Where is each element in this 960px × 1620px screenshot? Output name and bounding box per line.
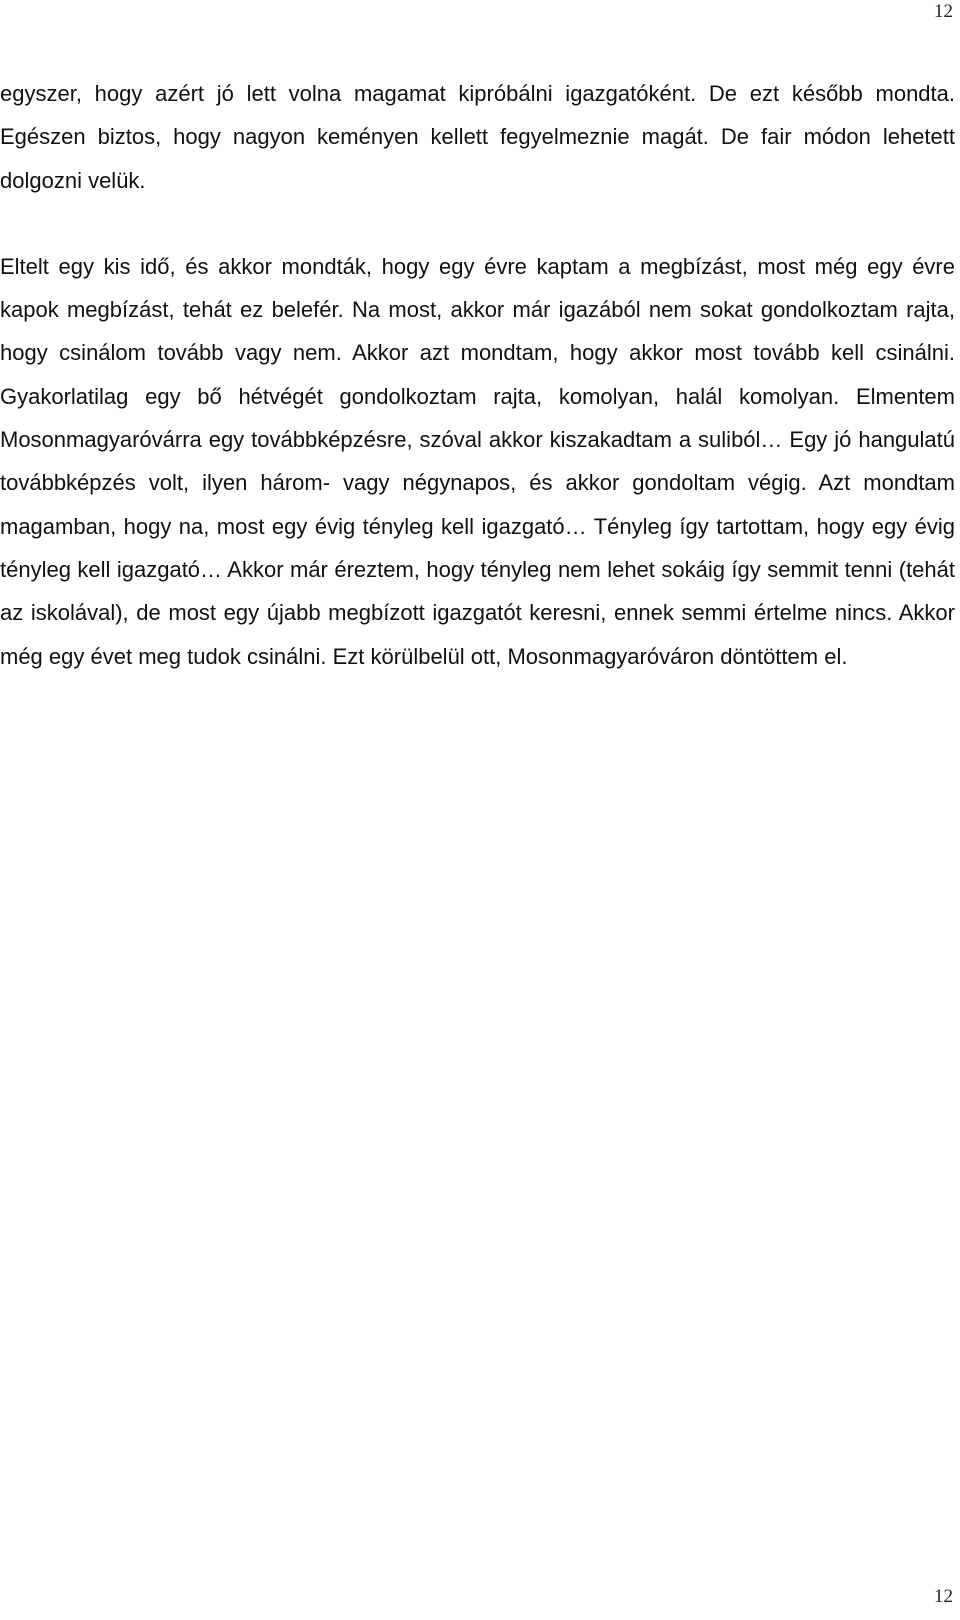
paragraph-1: egyszer, hogy azért jó lett volna magamat kipróbálni igazgatóként. De ezt később mondta. Egészen biztos, hogy nagyon keményen kellett fegyelmeznie magát. De fair módon lehetett dolgozni velük. (0, 81, 955, 193)
header-page-number: 12 (934, 1, 953, 22)
footer-page-number: 12 (934, 1586, 953, 1607)
paragraph-2: Eltelt egy kis idő, és akkor mondták, hogy egy évre kaptam a megbízást, most még egy évre kapok megbízást, tehát ez belefér. Na most, akkor már igazából nem sokat gondolkoztam rajta, hogy csinálom tovább vagy nem. Akkor azt mondtam, hogy akkor most tovább kell csinálni. Gyakorlatilag egy bő hétvégét gondolkoztam rajta, komolyan, halál komolyan. Elmentem Mosonmagyaróvárra egy továbbképzésre, szóval akkor kiszakadtam a suliból… Egy jó hangulatú továbbképzés volt, ilyen három- vagy négynapos, és akkor gondoltam végig. Azt mondtam magamban, hogy na, most egy évig tényleg kell igazgató… Tényleg így tartottam, hogy egy évig tényleg kell igazgató… Akkor már éreztem, hogy tényleg nem lehet sokáig így semmit tenni (tehát az iskolával), de most egy újabb megbízott igazgatót keresni, ennek semmi értelme nincs. Akkor még egy évet meg tudok csinálni. Ezt körülbelül ott, Mosonmagyaróváron döntöttem el. (0, 253, 955, 669)
document-body (0, 72, 955, 678)
